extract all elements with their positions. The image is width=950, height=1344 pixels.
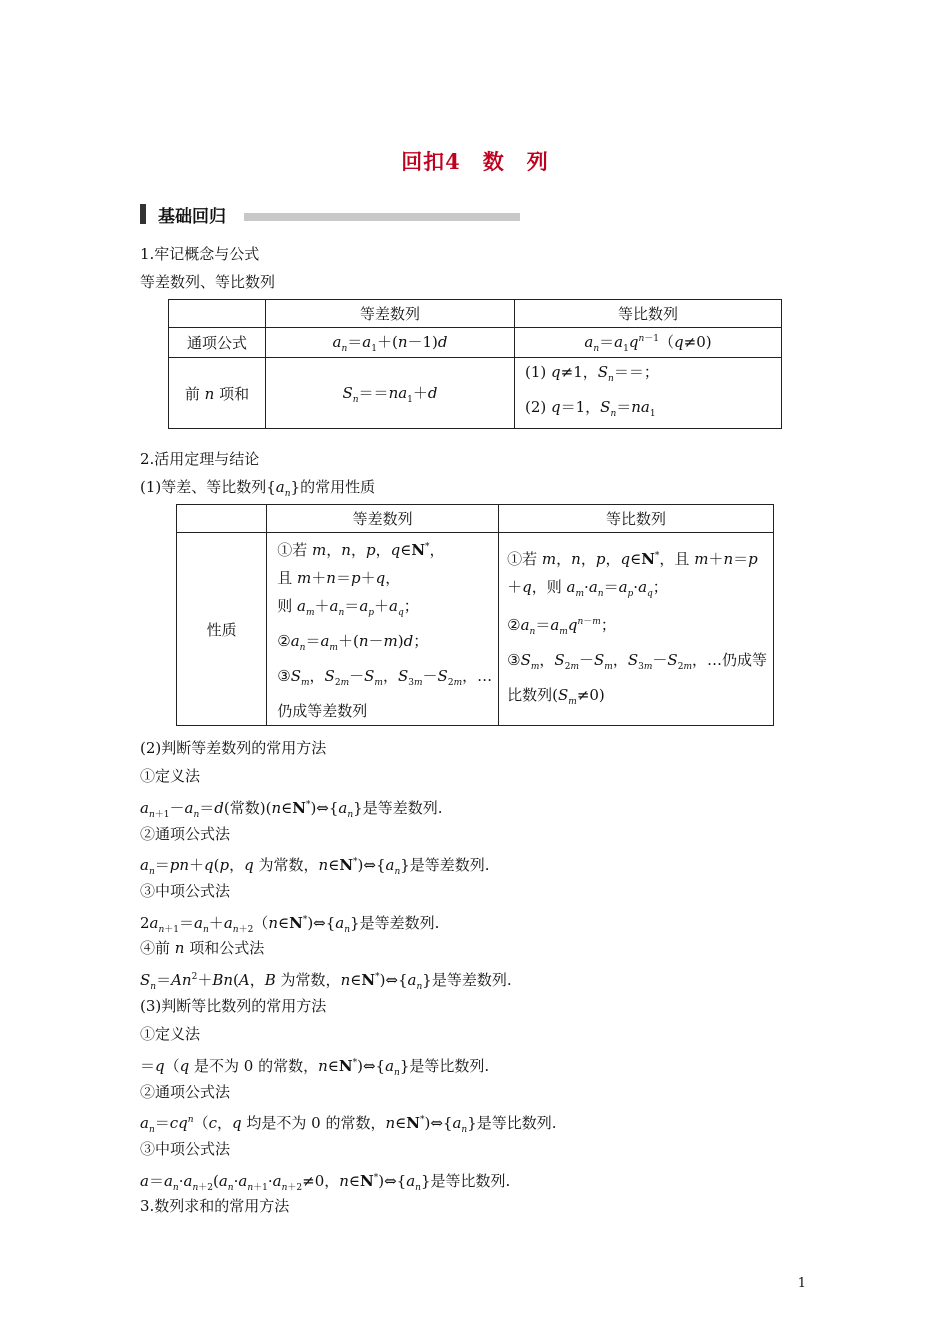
geometric-general-term: $a_n=a_1q^{n-1}(q\ne 0)$: [515, 328, 782, 358]
section-title: 基础回归: [158, 207, 226, 227]
method-line-16: $a=a_n\cdot a_{n+2}(a_n\cdot a_{n+1}\cdot a_{n+2}\ne 0$，$n\in N^*)\Leftrightarrow\{a_n\}$是等比数列.: [140, 1172, 511, 1193]
arithmetic-sum: $S_n==na_1+d$: [266, 358, 515, 429]
method-line-15: ③中项公式法: [140, 1140, 231, 1158]
method-line-4: ②通项公式法: [140, 825, 231, 843]
method-line-10: (3)判断等比数列的常用方法: [140, 997, 327, 1015]
section-rule: [244, 213, 520, 221]
table-corner: [169, 300, 266, 328]
col-header-arithmetic: 等差数列: [267, 505, 499, 533]
row-label-general-term: 通项公式: [169, 328, 266, 358]
method-line-8: ④前 n 项和公式法: [140, 939, 265, 957]
col-header-arithmetic: 等差数列: [266, 300, 515, 328]
method-line-6: ③中项公式法: [140, 882, 231, 900]
method-line-7: $2a_{n+1}=a_n+a_{n+2}(n\in N^*)\Leftrightarrow\{a_n\}$是等差数列.: [140, 914, 440, 935]
section-bar: [140, 204, 146, 224]
formula-table: [168, 299, 782, 429]
arithmetic-general-term: $a_n=a_1+(n-1)d$: [266, 328, 515, 358]
row-label-properties: 性质: [177, 533, 267, 726]
arithmetic-properties: ①若 m，n，p，q∈N*， 且 m＋n＝p＋q， 则 $a_m+a_n=a_p+a_q$； $②a_n=a_m+(n-m)d$； $③S_m$，$S_{2m}-S_m$，$S_{3m}-S_{2m}$，… 仍成等差数列: [267, 533, 499, 726]
method-line-1: (2)判断等差数列的常用方法: [140, 739, 327, 757]
method-line-3: $a_{n+1}-a_n=d$(常数)$(n\in N^*)\Leftrightarrow\{a_n\}$是等差数列.: [140, 799, 443, 820]
method-line-9: $S_n=An^2+Bn(A$，B 为常数，$n\in N^*)\Leftrightarrow\{a_n\}$是等差数列.: [140, 971, 512, 992]
method-line-14: $a_n=cq^n(c$，q 均是不为 0 的常数，$n\in N^*)\Leftrightarrow\{a_n\}$是等比数列.: [140, 1114, 557, 1135]
method-line-12: ＝q（q 是不为 0 的常数，$n\in N^*)\Leftrightarrow\{a_n\}$是等比数列.: [140, 1057, 490, 1078]
table-corner: [177, 505, 267, 533]
subheading-properties: (1)等差、等比数列$\{a_n\}$的常用性质: [140, 478, 376, 499]
heading-summation: 3.数列求和的常用方法: [140, 1197, 290, 1215]
heading-theorems: 2.活用定理与结论: [140, 450, 260, 468]
heading-concepts: 1.牢记概念与公式: [140, 245, 260, 263]
page-number: 1: [797, 1276, 806, 1291]
subheading-sequences: 等差数列、等比数列: [140, 273, 276, 291]
col-header-geometric: 等比数列: [515, 300, 782, 328]
geometric-properties: ①若 m，n，p，q∈N*，且 m＋n＝p ＋q，则 $a_m\cdot a_n=a_p\cdot a_q$； $②a_n=a_mq^{n-m}$； $③S_m$，$S_{2m}-S_m$，$S_{3m}-S_{2m}$，…仍成等 比数列$(S_m\ne 0)$: [499, 533, 774, 726]
row-label-sum: 前 n 项和: [169, 358, 266, 429]
method-line-5: $a_n=pn+q(p$，q 为常数，$n\in N^*)\Leftrightarrow\{a_n\}$是等差数列.: [140, 856, 490, 877]
properties-table: [176, 504, 774, 726]
method-line-11: ①定义法: [140, 1025, 201, 1043]
method-line-13: ②通项公式法: [140, 1083, 231, 1101]
geometric-sum: (1) q≠1，$S_n==$； (2) q＝1，$S_n=na_1$: [515, 358, 782, 429]
page-title: 回扣4 数 列: [401, 149, 549, 174]
method-line-2: ①定义法: [140, 767, 201, 785]
col-header-geometric: 等比数列: [499, 505, 774, 533]
